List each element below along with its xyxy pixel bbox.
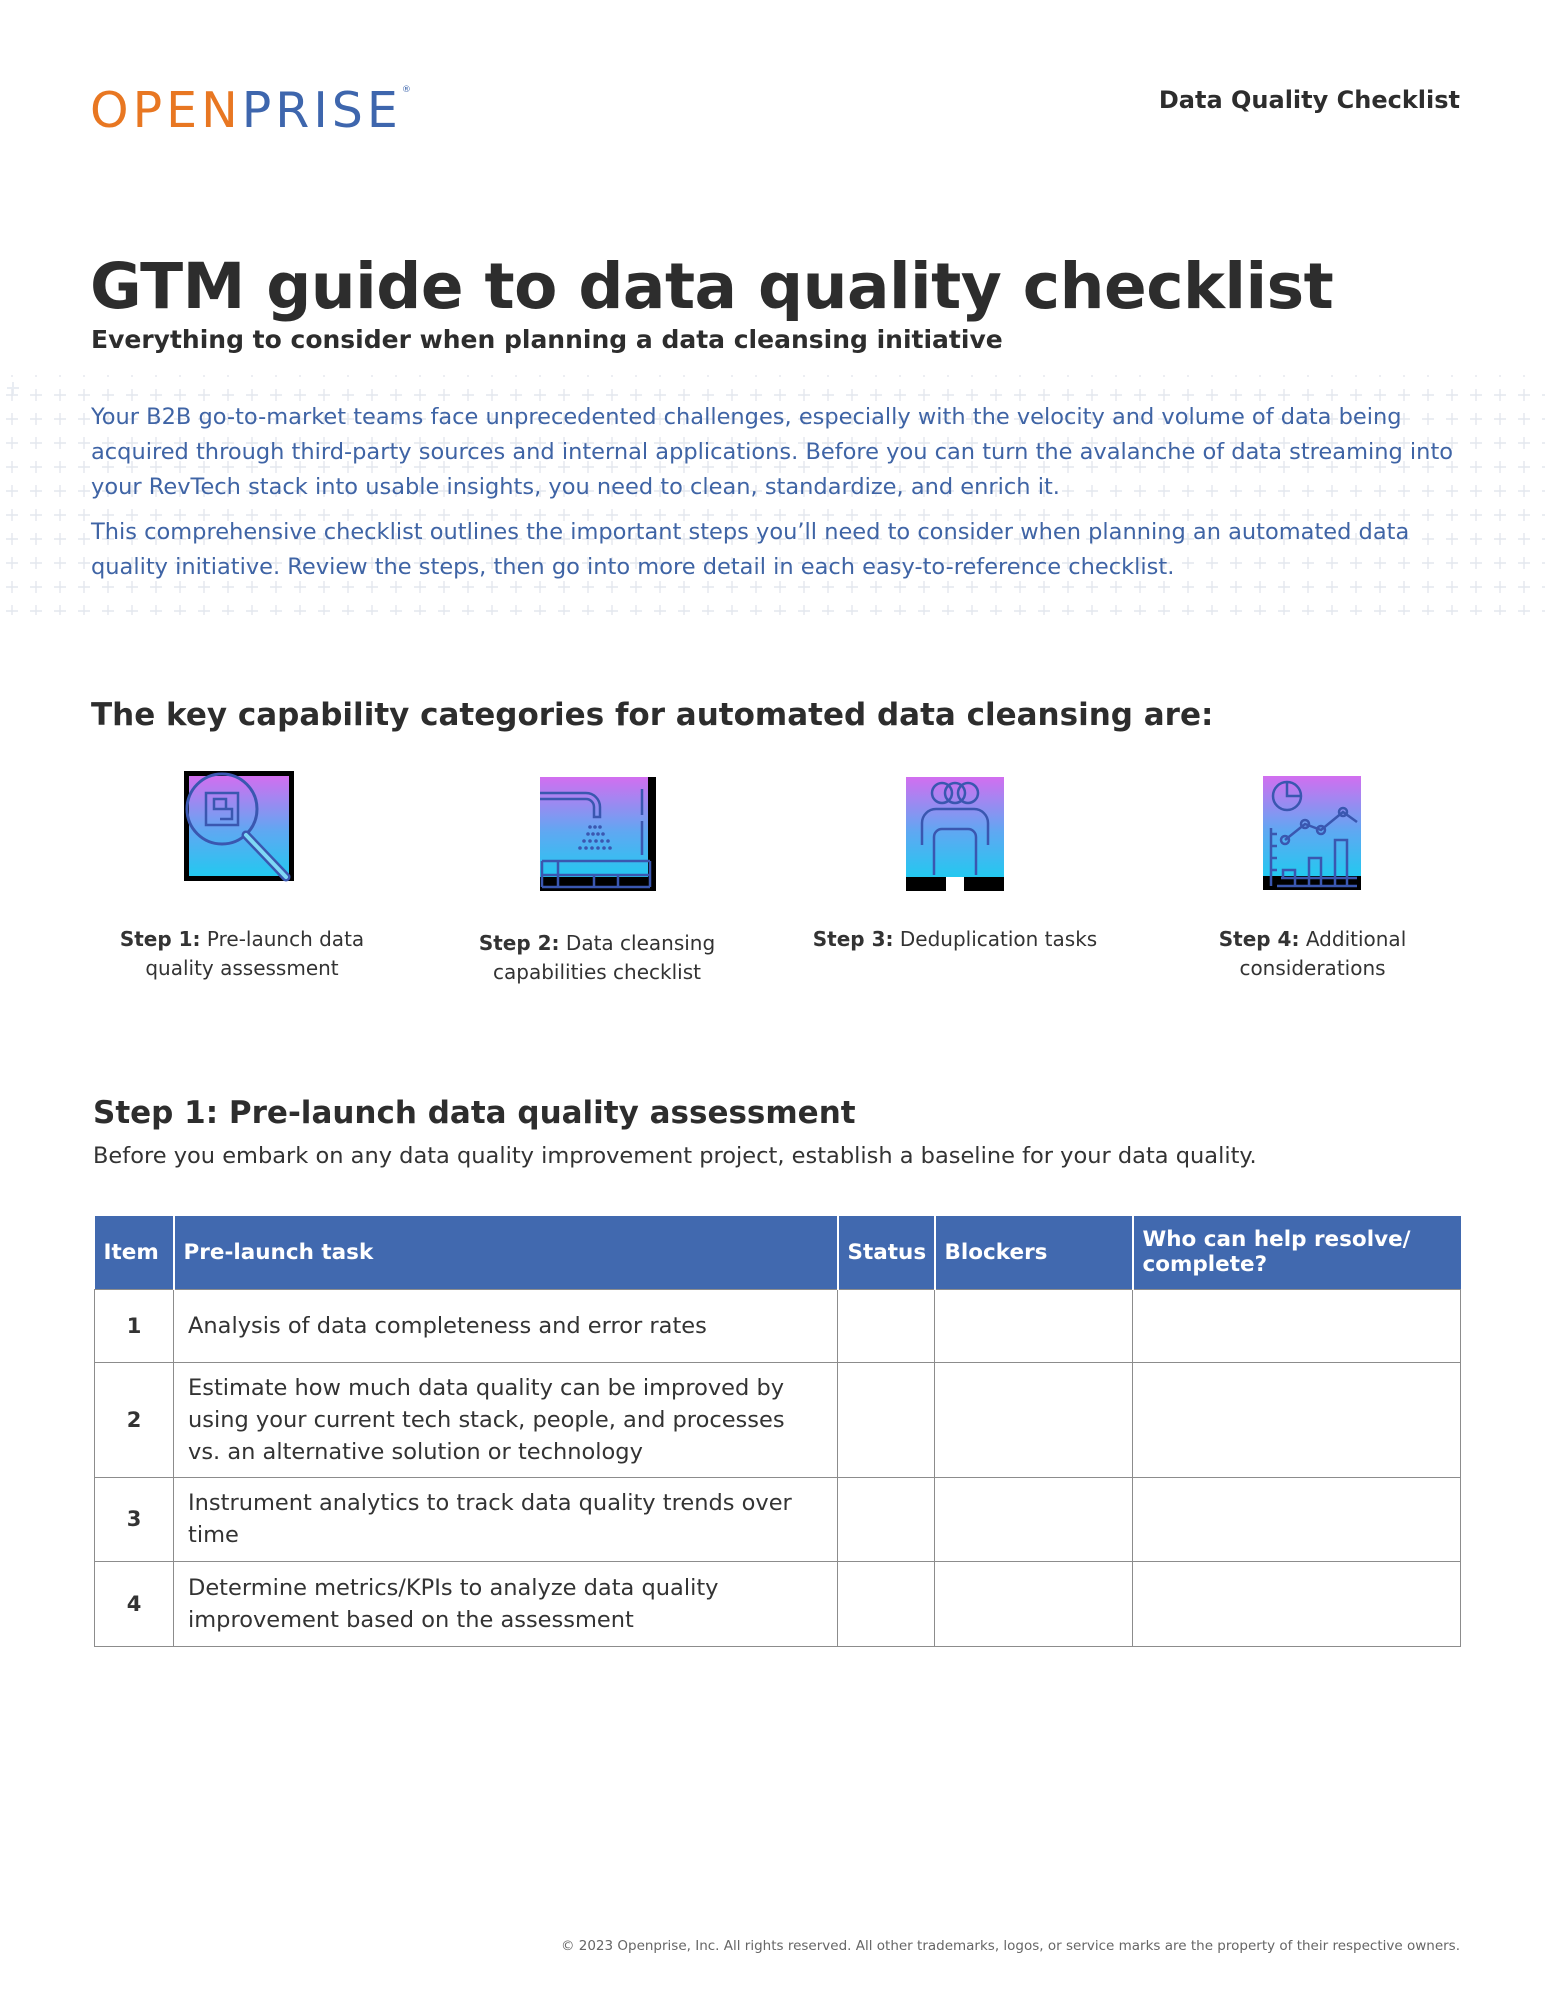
faucet-icon xyxy=(538,775,658,893)
row-task: Instrument analytics to track data quality trends over time xyxy=(174,1477,838,1561)
step-2-label: Step 2: xyxy=(478,931,560,955)
row-blockers[interactable] xyxy=(935,1477,1133,1561)
step-3-text: Deduplication tasks xyxy=(899,927,1098,951)
step-3-label: Step 3: xyxy=(812,927,894,951)
header-task: Pre-launch task xyxy=(174,1216,838,1289)
step-4-caption xyxy=(1200,925,1425,983)
logo-open: OPEN xyxy=(90,82,242,139)
page-title: GTM guide to data quality checklist xyxy=(90,250,1334,323)
row-who[interactable] xyxy=(1133,1289,1461,1362)
step-4-label: Step 4: xyxy=(1218,927,1300,951)
step-1-label: Step 1: xyxy=(119,927,201,951)
copyright-footer: © 2023 Openprise, Inc. All rights reserved. All other trademarks, logos, or service marks are the property of their respective owners. xyxy=(560,1938,1460,1954)
logo-registered-mark: ® xyxy=(401,85,411,95)
table-row xyxy=(95,1561,1461,1646)
intro-paragraph-2: This comprehensive checklist outlines the important steps you’ll need to consider when planning an automated data quality initiative. Review the steps, then go into more detail in each easy-to-reference checklist. xyxy=(91,519,1410,580)
row-item: 2 xyxy=(95,1362,174,1477)
page-subtitle: Everything to consider when planning a data cleansing initiative xyxy=(91,325,1003,354)
row-item: 4 xyxy=(95,1561,174,1646)
logo-prise: PRISE xyxy=(241,82,402,139)
step-2-text: Data cleansing capabilities checklist xyxy=(493,931,716,984)
people-icon xyxy=(904,775,1006,893)
step-2-caption xyxy=(472,929,722,987)
row-item: 3 xyxy=(95,1477,174,1561)
row-blockers[interactable] xyxy=(935,1289,1133,1362)
capabilities-heading: The key capability categories for automated data cleansing are: xyxy=(91,697,1214,733)
table-row xyxy=(95,1362,1461,1477)
row-task: Estimate how much data quality can be improved by using your current tech stack, people, and processes vs. an alternative solution or technology xyxy=(174,1362,838,1477)
row-who[interactable] xyxy=(1133,1477,1461,1561)
table-row xyxy=(95,1289,1461,1362)
row-blockers[interactable] xyxy=(935,1362,1133,1477)
row-who[interactable] xyxy=(1133,1561,1461,1646)
step-3-caption xyxy=(800,925,1110,954)
header-status: Status xyxy=(838,1216,935,1289)
row-blockers[interactable] xyxy=(935,1561,1133,1646)
section-description: Before you embark on any data quality improvement project, establish a baseline for your data quality. xyxy=(93,1143,1257,1169)
intro-text xyxy=(91,400,1471,585)
row-task: Determine metrics/KPIs to analyze data quality improvement based on the assessment xyxy=(174,1561,838,1646)
table-row xyxy=(95,1477,1461,1561)
row-status[interactable] xyxy=(838,1362,935,1477)
row-item: 1 xyxy=(95,1289,174,1362)
chart-icon xyxy=(1261,774,1363,892)
magnifier-icon xyxy=(182,769,298,885)
document-label: Data Quality Checklist xyxy=(1158,86,1460,114)
step-1-text: Pre-launch data quality assessment xyxy=(145,927,365,980)
step-1-caption xyxy=(117,925,367,983)
header-blockers: Blockers xyxy=(935,1216,1133,1289)
intro-paragraph-1: Your B2B go-to-market teams face unprecedented challenges, especially with the velocity and volume of data being acquired through third-party sources and internal applications. Before you can turn the avalanche of data streaming into your RevTech stack into usable insights, you need to clean, standardize, and enrich it. xyxy=(91,404,1454,500)
openprise-logo xyxy=(90,82,411,139)
header-item: Item xyxy=(95,1216,174,1289)
table-header-row xyxy=(95,1216,1461,1289)
checklist-table xyxy=(94,1216,1461,1647)
row-who[interactable] xyxy=(1133,1362,1461,1477)
header-who: Who can help resolve/ complete? xyxy=(1133,1216,1461,1289)
step-4-text: Additional considerations xyxy=(1239,927,1407,980)
section-title: Step 1: Pre-launch data quality assessment xyxy=(93,1095,856,1131)
row-status[interactable] xyxy=(838,1561,935,1646)
row-status[interactable] xyxy=(838,1289,935,1362)
row-task: Analysis of data completeness and error rates xyxy=(174,1289,838,1362)
row-status[interactable] xyxy=(838,1477,935,1561)
